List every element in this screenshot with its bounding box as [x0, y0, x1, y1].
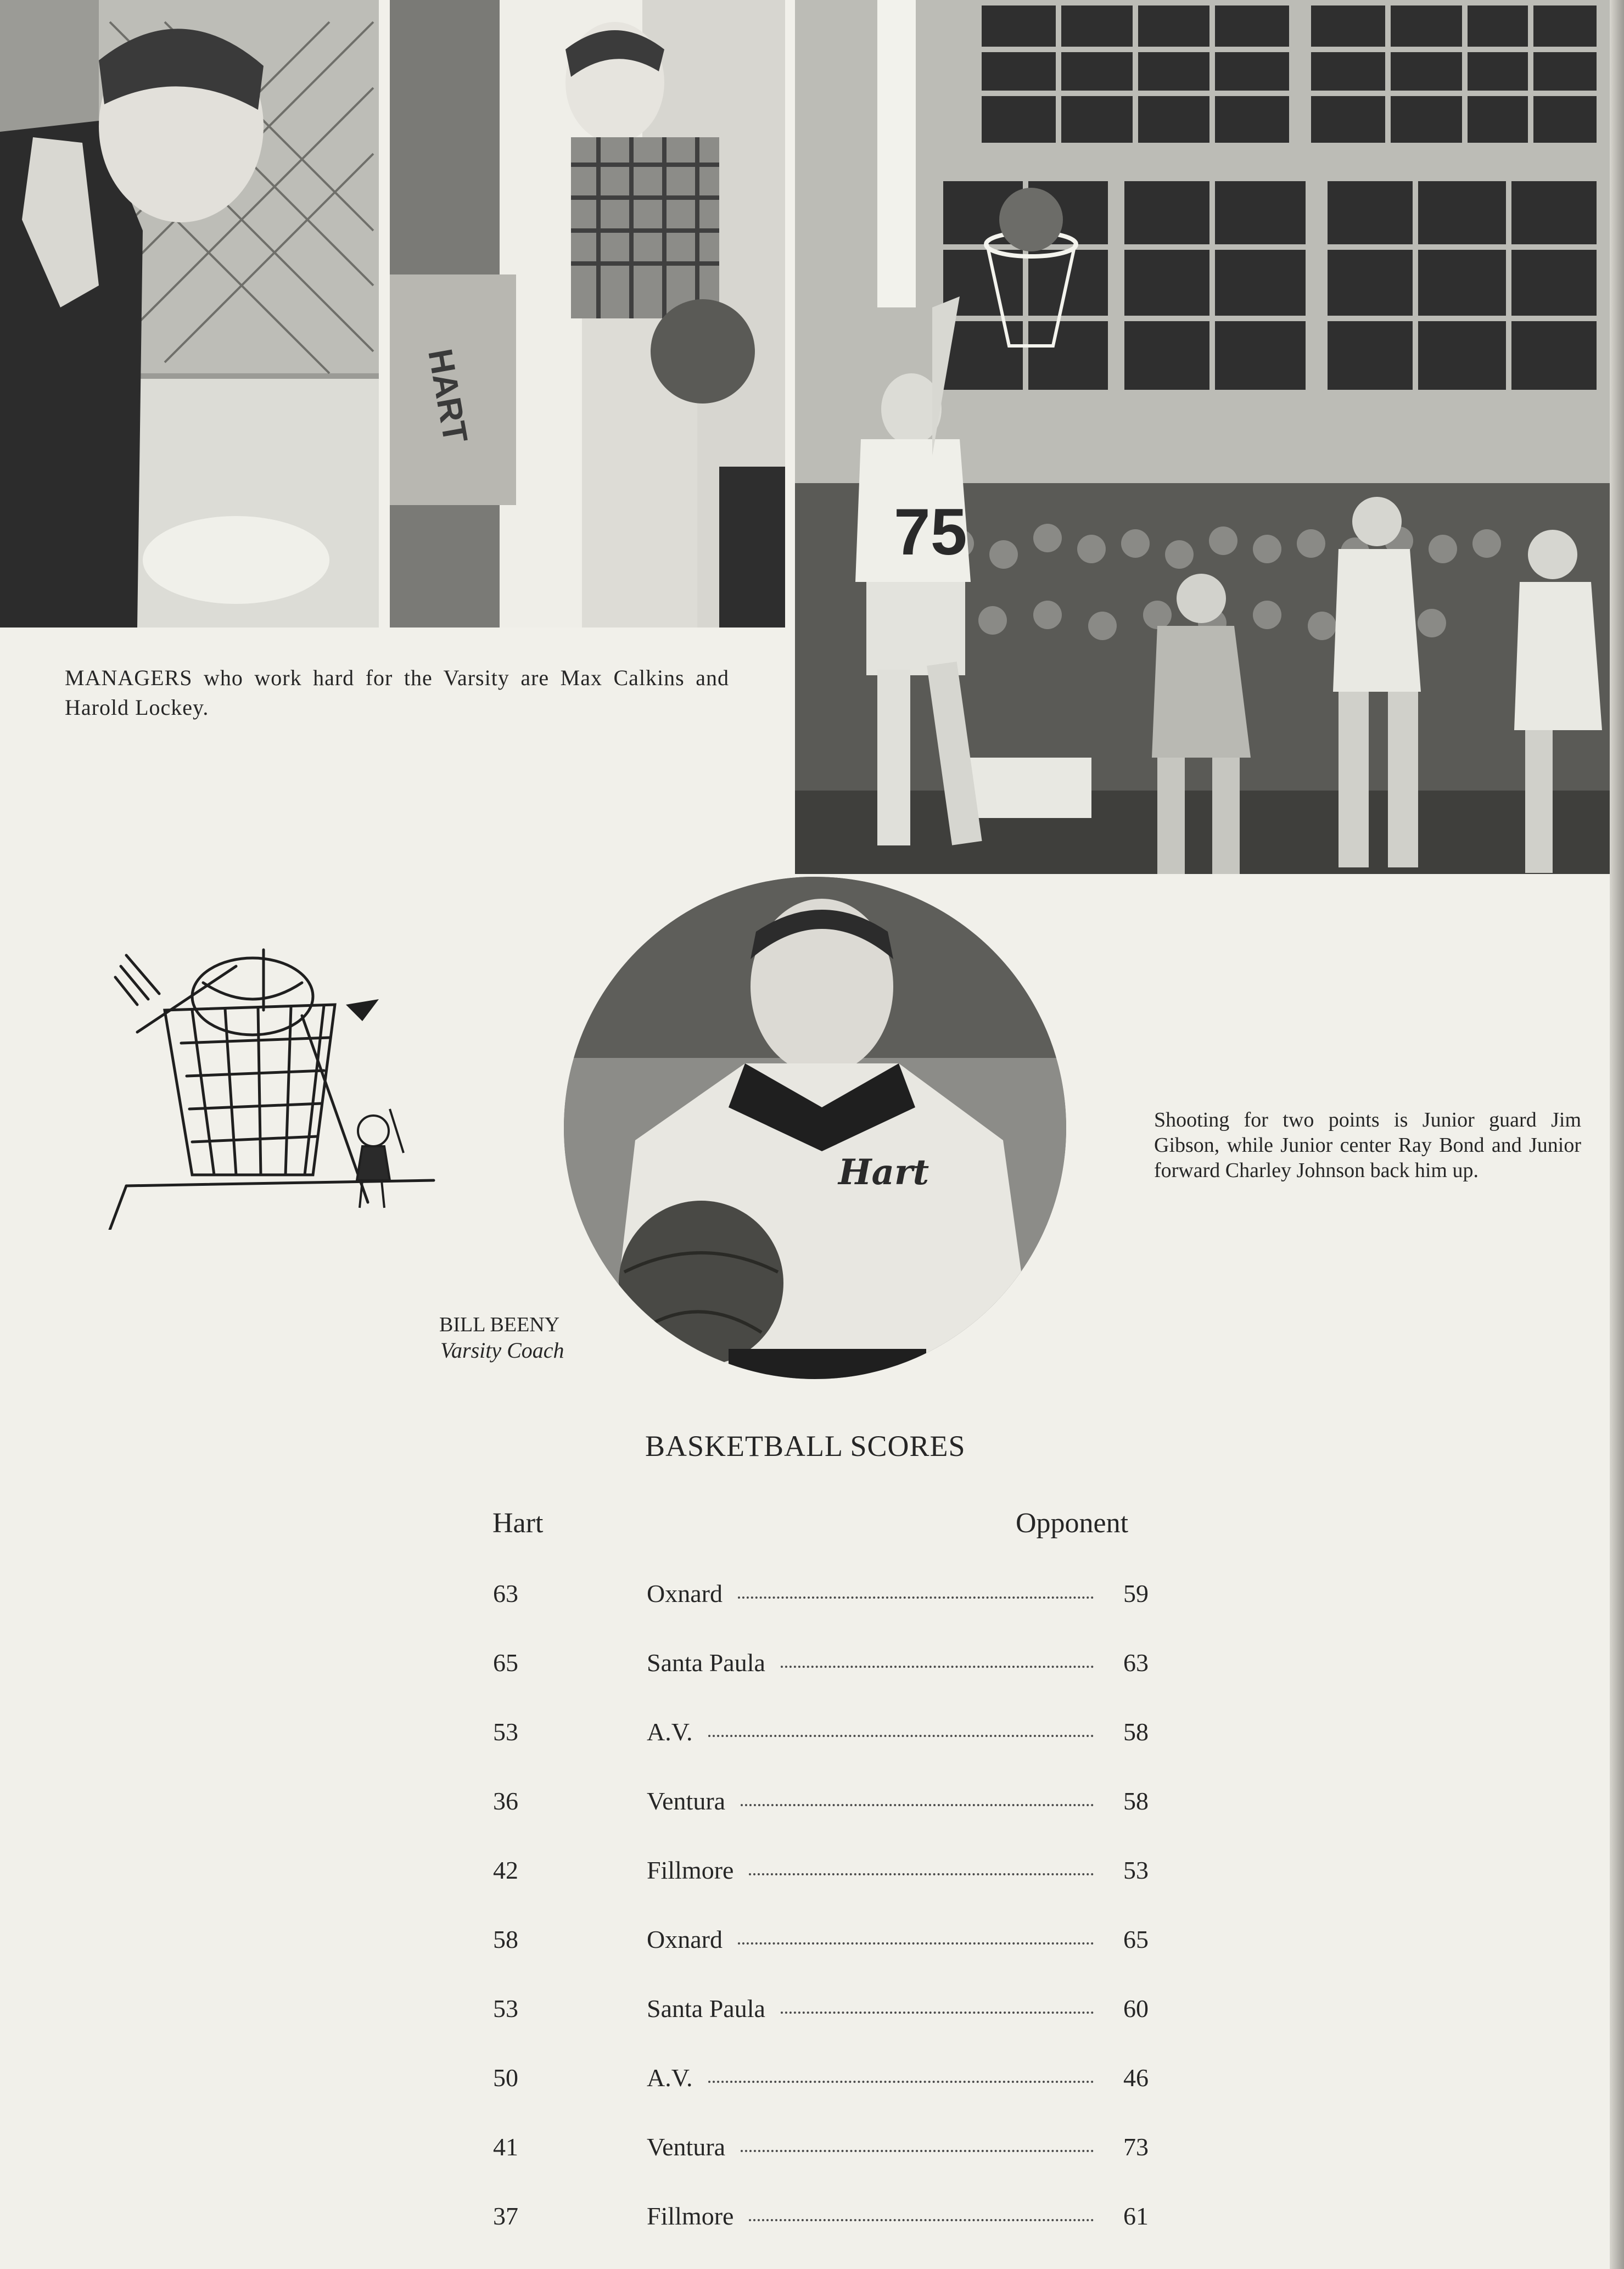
opponent-name: Fillmore — [647, 1856, 734, 1884]
hart-score: 53 — [493, 1995, 518, 2023]
opponent-score: 58 — [1123, 1718, 1149, 1746]
dot-leader — [708, 2078, 1094, 2083]
jersey-number: 75 — [894, 495, 967, 569]
score-row — [0, 1856, 1624, 1894]
opponent-name: Ventura — [647, 1787, 726, 1815]
hart-score: 42 — [493, 1856, 518, 1884]
opponent-score: 60 — [1123, 1995, 1149, 2023]
opponent-column-header: Opponent — [1016, 1508, 1129, 1539]
dot-leader — [738, 1940, 1094, 1945]
hart-column-header: Hart — [492, 1508, 544, 1539]
manager-photo-left — [0, 0, 379, 628]
opponent-score: 65 — [1123, 1925, 1149, 1953]
coach-title: Varsity Coach — [440, 1338, 564, 1363]
hart-score: 65 — [493, 1649, 518, 1677]
uniform-text: HART — [421, 346, 475, 446]
hart-score: 53 — [493, 1718, 518, 1746]
dot-leader — [781, 1663, 1094, 1668]
dot-leader — [781, 2009, 1094, 2014]
opponent-name: Santa Paula — [647, 1995, 765, 2023]
opponent-score: 63 — [1123, 1649, 1149, 1677]
opponent-score: 73 — [1123, 2133, 1149, 2161]
opponent-score: 61 — [1123, 2202, 1149, 2230]
game-action-photo — [795, 0, 1610, 874]
score-row — [0, 2063, 1624, 2102]
dot-leader — [749, 1871, 1094, 1875]
opponent-score: 46 — [1123, 2064, 1149, 2092]
score-row — [0, 1925, 1624, 1963]
coach-name: BILL BEENY — [439, 1313, 560, 1336]
dot-leader — [708, 1733, 1094, 1737]
opponent-name: A.V. — [647, 2064, 693, 2092]
opponent-name: Santa Paula — [647, 1649, 765, 1677]
score-row — [0, 2201, 1624, 2240]
hart-score: 41 — [493, 2133, 518, 2161]
hart-score: 58 — [493, 1925, 518, 1953]
opponent-name: A.V. — [647, 1718, 693, 1746]
dot-leader — [741, 2148, 1094, 2152]
managers-caption: MANAGERS who work hard for the Varsity are Max Calkins and Harold Lockey. — [65, 665, 729, 720]
score-row — [0, 2132, 1624, 2171]
score-row — [0, 1994, 1624, 2032]
opponent-name: Fillmore — [647, 2202, 734, 2230]
opponent-score: 59 — [1123, 1579, 1149, 1607]
dot-leader — [749, 2217, 1094, 2221]
dot-leader — [738, 1594, 1094, 1599]
coach-portrait — [564, 877, 1066, 1379]
hart-score: 37 — [493, 2202, 518, 2230]
opponent-score: 58 — [1123, 1787, 1149, 1815]
dot-leader — [741, 1802, 1094, 1806]
action-caption: Shooting for two points is Junior guard Jim Gibson, while Junior center Ray Bond and Junior forward Charley Johnson back him up. — [1154, 1108, 1581, 1182]
opponent-score: 53 — [1123, 1856, 1149, 1884]
opponent-name: Oxnard — [647, 1579, 723, 1607]
score-row — [0, 1648, 1624, 1687]
opponent-name: Ventura — [647, 2133, 726, 2161]
hart-score: 50 — [493, 2064, 518, 2092]
hart-score: 36 — [493, 1787, 518, 1815]
jacket-script: Hart — [838, 1152, 929, 1193]
opponent-name: Oxnard — [647, 1925, 723, 1953]
manager-photo-right — [390, 0, 785, 628]
score-row — [0, 1579, 1624, 1617]
score-row — [0, 1786, 1624, 1825]
hart-score: 63 — [493, 1579, 518, 1607]
basket-mascot-illustration — [104, 944, 456, 1230]
score-row — [0, 1717, 1624, 1756]
scores-title: BASKETBALL SCORES — [645, 1430, 966, 1463]
